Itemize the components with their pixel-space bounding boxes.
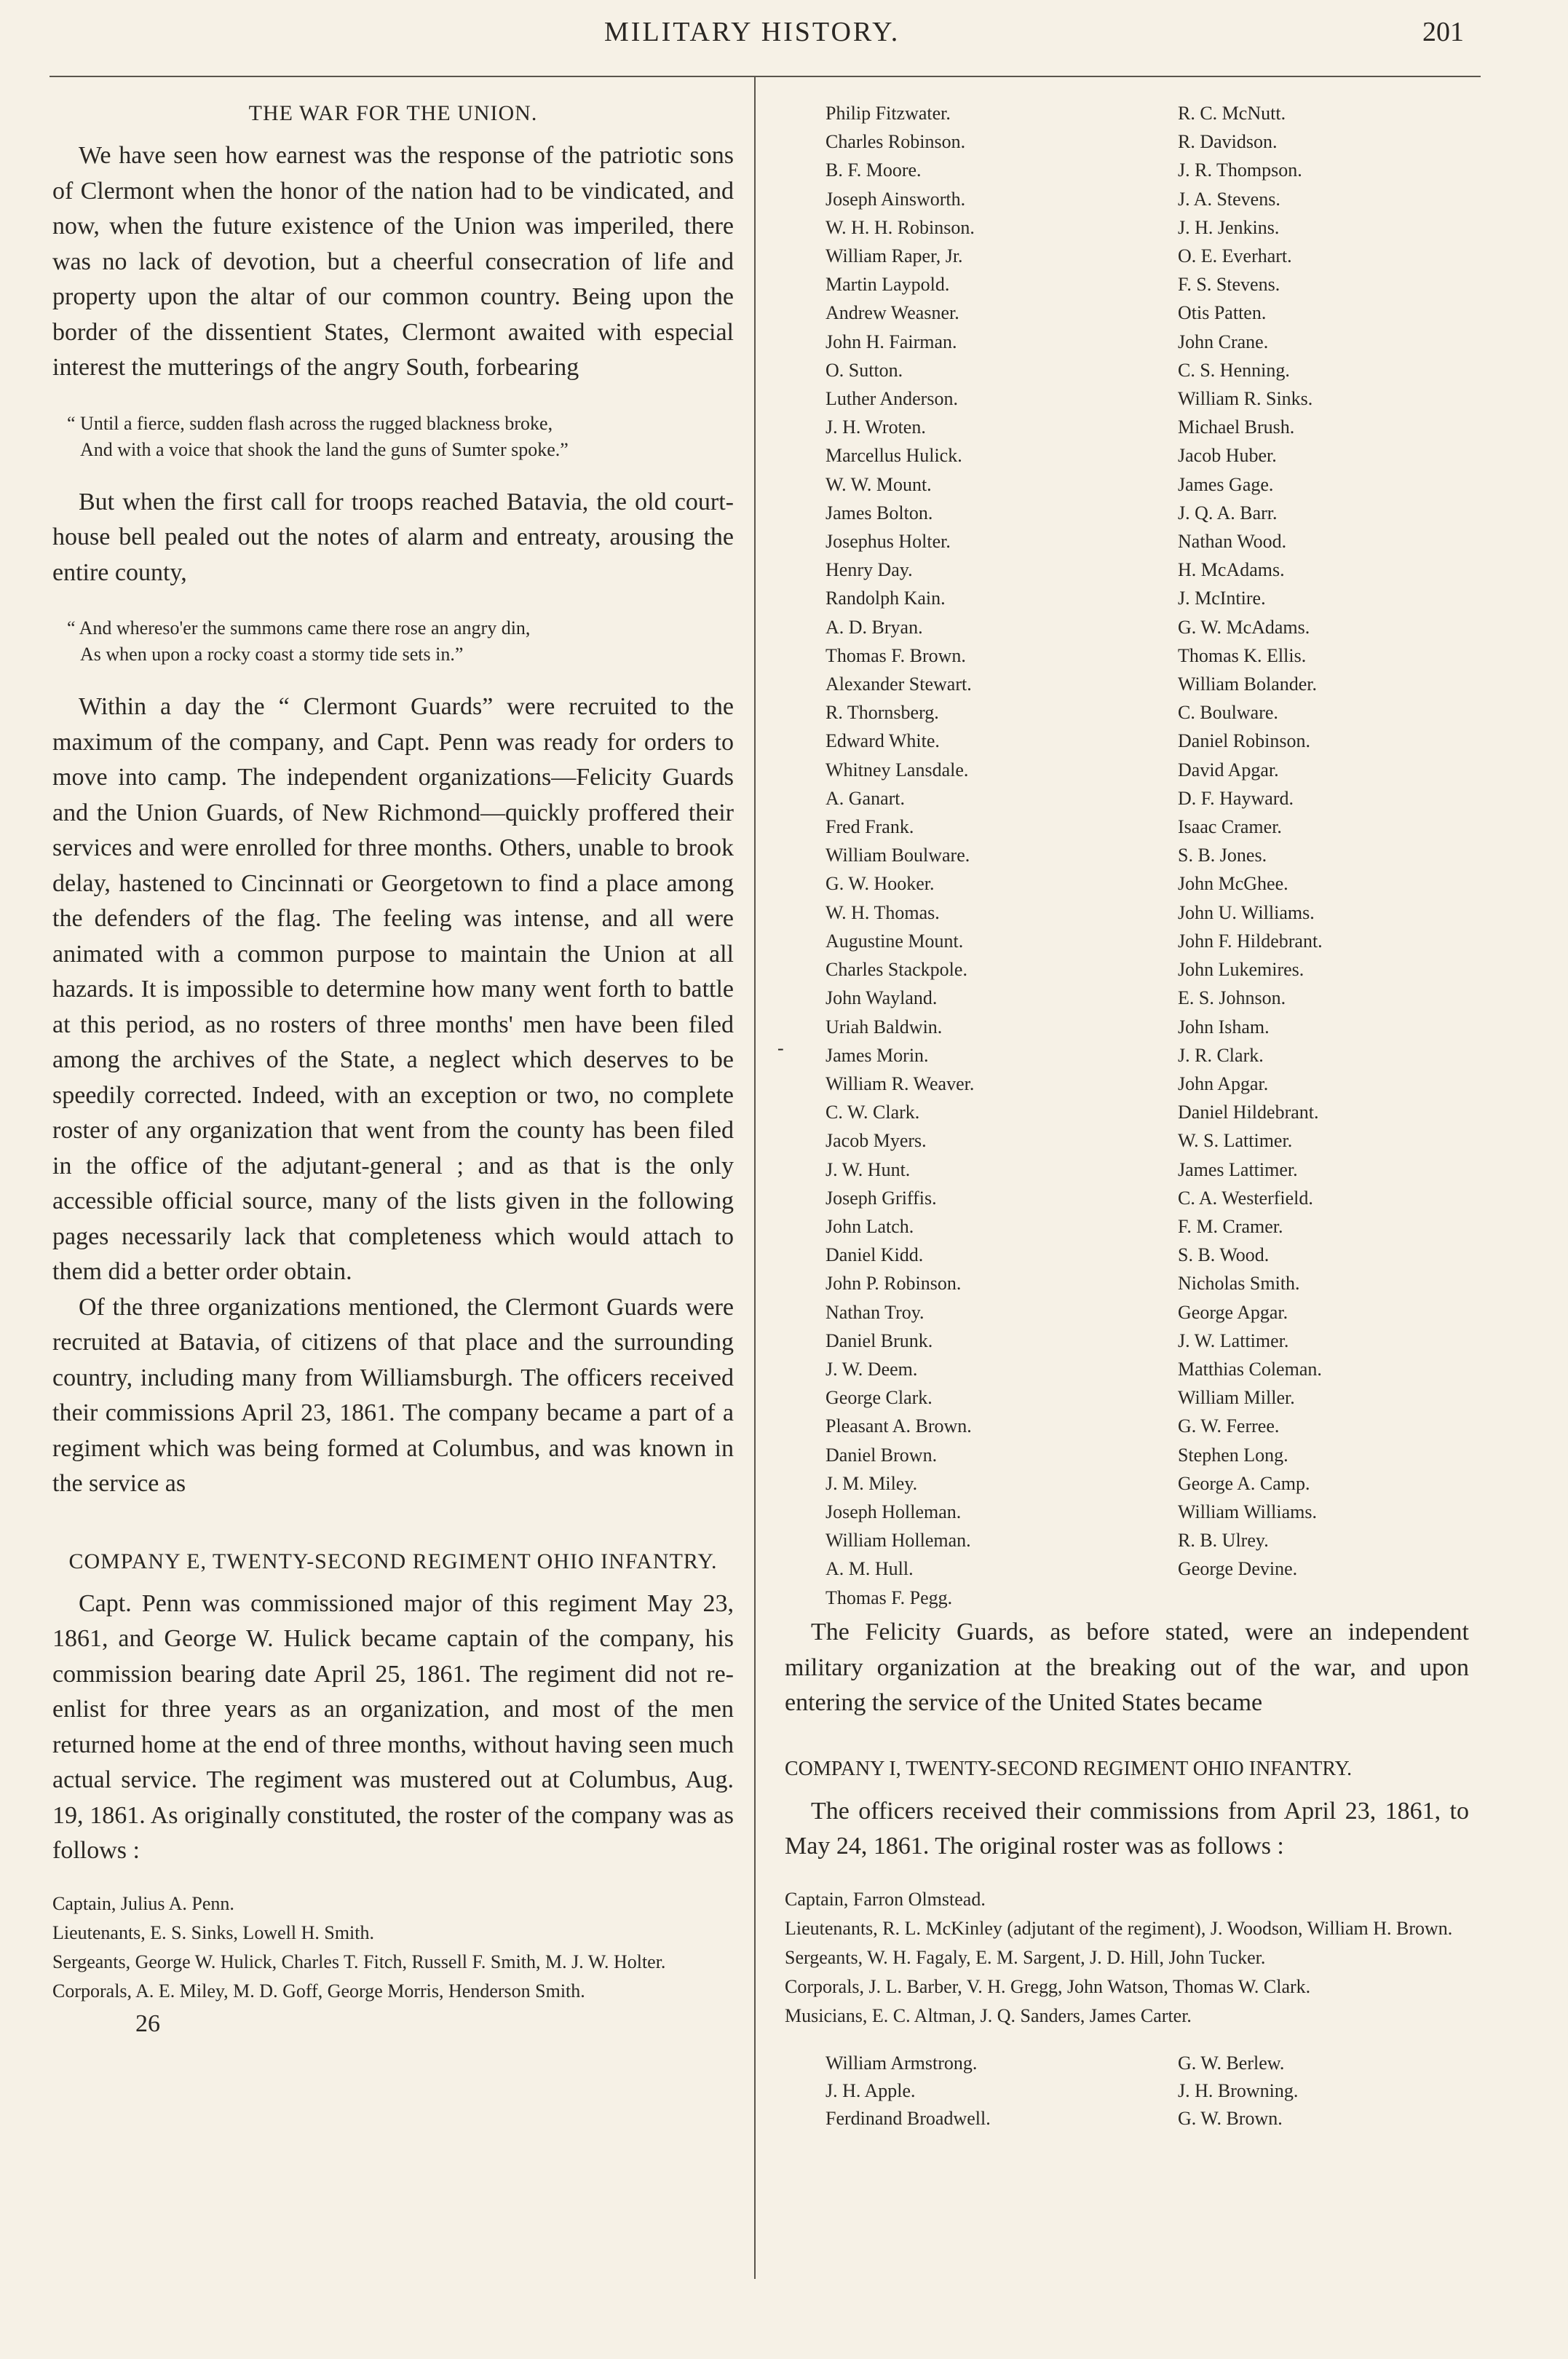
name-entry: Daniel Kidd. [825, 1244, 924, 1266]
name-entry: Daniel Hildebrant. [1178, 1102, 1319, 1123]
name-entry: Edward White. [825, 730, 940, 752]
company-i-roster [785, 1885, 1469, 2031]
name-entry: J. W. Lattimer. [1178, 1329, 1289, 1351]
page-header-title: MILITARY HISTORY. [604, 17, 900, 47]
names-column-2 [1141, 99, 1535, 1612]
name-entry: Nicholas Smith. [1178, 1273, 1300, 1295]
name-entry: John Crane. [1178, 331, 1269, 352]
name-entry: Daniel Robinson. [1178, 730, 1310, 752]
name-entry: J. H. Wroten. [825, 416, 926, 438]
name-entry: John H. Fairman. [825, 331, 957, 352]
name-entry: Ferdinand Broadwell. [825, 2107, 991, 2129]
quote-1 [67, 411, 734, 463]
name-entry: W. W. Mount. [825, 473, 932, 495]
name-entry: Thomas F. Brown. [825, 644, 966, 666]
name-entry: Pleasant A. Brown. [825, 1415, 972, 1437]
name-entry: W. S. Lattimer. [1178, 1130, 1293, 1152]
name-entry: E. S. Johnson. [1178, 987, 1286, 1009]
company-e-title: COMPANY E, TWENTY-SECOND REGIMENT OHIO INFANTRY. [68, 1549, 718, 1573]
name-entry: John F. Hildebrant. [1178, 930, 1323, 952]
name-entry: John Lukemires. [1178, 959, 1304, 981]
roster-line: Sergeants, George W. Hulick, Charles T. Fitch, Russell F. Smith, M. J. W. Holter. [52, 1951, 666, 1972]
name-entry: Augustine Mount. [825, 930, 964, 952]
name-entry: Jacob Huber. [1178, 445, 1277, 467]
quote-1-line-2: And with a voice that shook the land the guns of Sumter spoke.” [80, 438, 569, 460]
name-entry: A. M. Hull. [825, 1558, 914, 1580]
name-entry: Isaac Cramer. [1178, 816, 1282, 838]
right-paragraph-1: The Felicity Guards, as before stated, were an independent military organization at the breaking out of the war, and upon entering the service of the United States became [785, 1619, 1469, 1716]
company-i-title: COMPANY I, TWENTY-SECOND REGIMENT OHIO INFANTRY. [785, 1757, 1353, 1780]
name-entry: John Latch. [825, 1215, 914, 1237]
name-entry: William Bolander. [1178, 673, 1318, 695]
name-entry: Nathan Troy. [825, 1301, 924, 1323]
roster-line: Captain, Julius A. Penn. [52, 1892, 234, 1914]
page-number: 201 [1422, 17, 1464, 47]
name-entry: William Williams. [1178, 1501, 1317, 1522]
name-entry: Fred Frank. [825, 816, 914, 838]
name-entry: G. W. Brown. [1178, 2107, 1283, 2129]
names-column-1 [785, 99, 1141, 1612]
name-entry: William Miller. [1178, 1387, 1295, 1409]
name-entry: Thomas F. Pegg. [825, 1587, 953, 1608]
name-entry: S. B. Jones. [1178, 845, 1267, 866]
name-entry: James Bolton. [825, 502, 933, 523]
name-entry: Thomas K. Ellis. [1178, 644, 1307, 666]
paragraph-1: We have seen how earnest was the response of the patriotic sons of Clermont when the honor of the nation had to be vindicated, and now, when the future existence of the Union was imperiled, there was no lack of devotion, but a cheerful consecration of life and property upon the altar of our common country. Being upon the border of the dissentient States, Clermont awaited with especial interest the mutterings of the angry South, forbearing [52, 142, 734, 381]
name-entry: J. McIntire. [1178, 588, 1266, 609]
header-rule [50, 76, 1481, 77]
name-entry: J. H. Apple. [825, 2079, 916, 2101]
name-entry: Andrew Weasner. [825, 302, 959, 324]
name-entry: John Apgar. [1178, 1072, 1269, 1094]
name-entry: William Raper, Jr. [825, 245, 963, 267]
name-entry: William Boulware. [825, 845, 970, 866]
name-entry: Josephus Holter. [825, 531, 951, 553]
name-entry: James Gage. [1178, 473, 1274, 495]
name-entry: Nathan Wood. [1178, 531, 1287, 553]
name-entry: William R. Sinks. [1178, 388, 1313, 410]
name-entry: G. W. Ferree. [1178, 1415, 1280, 1437]
paragraph-5: Capt. Penn was commissioned major of this regiment May 23, 1861, and George W. Hulick became captain of the company, his commission bearing date April 25, 1861. The regiment did not re-enlist for three years as an organization, and most of the men returned home at the end of three months, without having seen much actual service. The regiment was mustered out at Columbus, Aug. 19, 1861. As originally constituted, the roster of the company was as follows : [52, 1589, 734, 1864]
roster-line: Captain, Farron Olmstead. [785, 1888, 986, 1910]
name-entry: Whitney Lansdale. [825, 759, 969, 781]
name-entry: J. M. Miley. [825, 1472, 918, 1494]
name-entry: C. A. Westerfield. [1178, 1187, 1313, 1209]
name-entry: Otis Patten. [1178, 302, 1267, 324]
right-text [785, 1615, 1469, 2133]
name-entry: George Apgar. [1178, 1301, 1288, 1323]
name-entry: Henry Day. [825, 559, 913, 581]
name-entry: John McGhee. [1178, 873, 1288, 895]
name-entry: R. B. Ulrey. [1178, 1530, 1269, 1552]
name-entry: Charles Stackpole. [825, 959, 967, 981]
name-entry: William R. Weaver. [825, 1072, 975, 1094]
name-entry: J. R. Clark. [1178, 1044, 1264, 1066]
column-divider [754, 77, 756, 2279]
name-entry: William Holleman. [825, 1530, 971, 1552]
company-e-roster [52, 1889, 734, 2006]
name-entry: Charles Robinson. [825, 131, 966, 153]
name-entry: Marcellus Hulick. [825, 445, 962, 467]
roster-line: Corporals, A. E. Miley, M. D. Goff, George Morris, Henderson Smith. [52, 1980, 585, 2002]
name-entry: O. Sutton. [825, 359, 903, 381]
roster-line: Lieutenants, R. L. McKinley (adjutant of the regiment), J. Woodson, William H. Brown. [785, 1917, 1453, 1939]
name-entry: John Isham. [1178, 1016, 1270, 1038]
name-entry: Joseph Ainsworth. [825, 188, 966, 210]
name-entry: R. Thornsberg. [825, 702, 939, 724]
right-name-list [785, 99, 1484, 1612]
signature-mark: 26 [135, 2010, 160, 2037]
name-entry: J. A. Stevens. [1178, 188, 1280, 210]
name-entry: S. B. Wood. [1178, 1244, 1270, 1266]
section-title: THE WAR FOR THE UNION. [248, 101, 538, 125]
roster-line: Musicians, E. C. Altman, J. Q. Sanders, James Carter. [785, 2004, 1192, 2026]
name-entry: J. W. Deem. [825, 1358, 918, 1380]
name-entry: Uriah Baldwin. [825, 1016, 943, 1038]
name-entry: Randolph Kain. [825, 588, 946, 609]
name-entry: Michael Brush. [1178, 416, 1295, 438]
name-entry: Jacob Myers. [825, 1130, 927, 1152]
name-entry: J. R. Thompson. [1178, 159, 1302, 181]
name-entry: H. McAdams. [1178, 559, 1285, 581]
quote-1-line-1: “ Until a fierce, sudden flash across the rugged blackness broke, [67, 412, 553, 434]
name-entry: John U. Williams. [1178, 901, 1315, 923]
name-entry: James Morin. [825, 1044, 929, 1066]
paragraph-3: Within a day the “ Clermont Guards” were recruited to the maximum of the company, and Capt. Penn was ready for orders to move into camp. The independent organizations—Felicity Guards and the Union Guards, of New Richmond—quickly proffered their services and were enrolled for three months. Others, unable to brook delay, hastened to Cincinnati or Georgetown to find a place among the defenders of the flag. The feeling was intense, and all were animated with a common purpose to maintain the Union at all hazards. It is impossible to determine how many went forth to battle at this period, as no rosters of three months' men have been filed among the archives of the State, a neglect which deserves to be speedily corrected. Indeed, with an exception or two, no complete roster of any organization that went from the county has been filed in the office of the adjutant-general ; and as that is the only accessible official source, many of the lists given in the following pages necessarily lack that completeness which would attach to them did a better order obtain. [52, 693, 734, 1285]
name-entry: W. H. Thomas. [825, 901, 940, 923]
name-entry: R. C. McNutt. [1178, 103, 1286, 124]
name-entry: O. E. Everhart. [1178, 245, 1292, 267]
names2-column-2 [1141, 2050, 1298, 2133]
name-entry: F. S. Stevens. [1178, 274, 1280, 296]
right-paragraph-2: The officers received their commissions from April 23, 1861, to May 24, 1861. The original roster was as follows : [785, 1797, 1469, 1860]
name-entry: C. W. Clark. [825, 1102, 920, 1123]
left-column [52, 100, 734, 2038]
paragraph-4: Of the three organizations mentioned, the Clermont Guards were recruited at Batavia, of citizens of that place and the surrounding country, including many from Williamsburgh. The officers received their commissions April 23, 1861. The company became a part of a regiment which was being formed at Columbus, and was known in the service as [52, 1293, 734, 1497]
quote-2 [67, 615, 734, 668]
name-entry: George A. Camp. [1178, 1472, 1310, 1494]
name-entry: C. Boulware. [1178, 702, 1278, 724]
name-entry: William Armstrong. [825, 2052, 978, 2074]
name-entry: George Clark. [825, 1387, 933, 1409]
quote-2-line-1: “ And whereso'er the summons came there rose an angry din, [67, 617, 531, 639]
name-entry: J. W. Hunt. [825, 1158, 911, 1180]
name-entry: J. H. Browning. [1178, 2079, 1299, 2101]
name-entry: John Wayland. [825, 987, 938, 1009]
names2-column-1 [785, 2050, 1141, 2133]
name-entry: Daniel Brunk. [825, 1329, 933, 1351]
name-entry: G. W. Hooker. [825, 873, 935, 895]
name-entry: Joseph Griffis. [825, 1187, 937, 1209]
name-entry: F. M. Cramer. [1178, 1215, 1283, 1237]
name-entry: Luther Anderson. [825, 388, 958, 410]
name-entry: D. F. Hayward. [1178, 787, 1294, 809]
name-entry: J. H. Jenkins. [1178, 216, 1280, 238]
name-entry: W. H. H. Robinson. [825, 216, 975, 238]
name-entry: Philip Fitzwater. [825, 103, 951, 124]
quote-2-line-2: As when upon a rocky coast a stormy tide sets in.” [80, 644, 464, 665]
name-entry: J. Q. A. Barr. [1178, 502, 1278, 523]
stray-mark: - [777, 1038, 784, 1059]
name-entry: George Devine. [1178, 1558, 1298, 1580]
name-entry: Martin Laypold. [825, 274, 950, 296]
name-entry: David Apgar. [1178, 759, 1279, 781]
name-entry: James Lattimer. [1178, 1158, 1298, 1180]
name-entry: G. W. Berlew. [1178, 2052, 1285, 2074]
name-entry: Daniel Brown. [825, 1444, 938, 1466]
name-entry: B. F. Moore. [825, 159, 922, 181]
name-entry: R. Davidson. [1178, 131, 1278, 153]
roster-line: Corporals, J. L. Barber, V. H. Gregg, John Watson, Thomas W. Clark. [785, 1975, 1311, 1997]
name-entry: Stephen Long. [1178, 1444, 1288, 1466]
paragraph-2: But when the first call for troops reached Batavia, the old court-house bell pealed out the notes of alarm and entreaty, arousing the entire county, [52, 488, 734, 586]
name-entry: Matthias Coleman. [1178, 1358, 1322, 1380]
roster-line: Lieutenants, E. S. Sinks, Lowell H. Smith. [52, 1921, 374, 1943]
name-entry: A. Ganart. [825, 787, 906, 809]
name-entry: Alexander Stewart. [825, 673, 972, 695]
name-entry: A. D. Bryan. [825, 616, 923, 638]
name-entry: Joseph Holleman. [825, 1501, 962, 1522]
name-entry: C. S. Henning. [1178, 359, 1290, 381]
name-entry: G. W. McAdams. [1178, 616, 1310, 638]
roster-line: Sergeants, W. H. Fagaly, E. M. Sargent, J. D. Hill, John Tucker. [785, 1946, 1266, 1968]
name-entry: John P. Robinson. [825, 1273, 962, 1295]
